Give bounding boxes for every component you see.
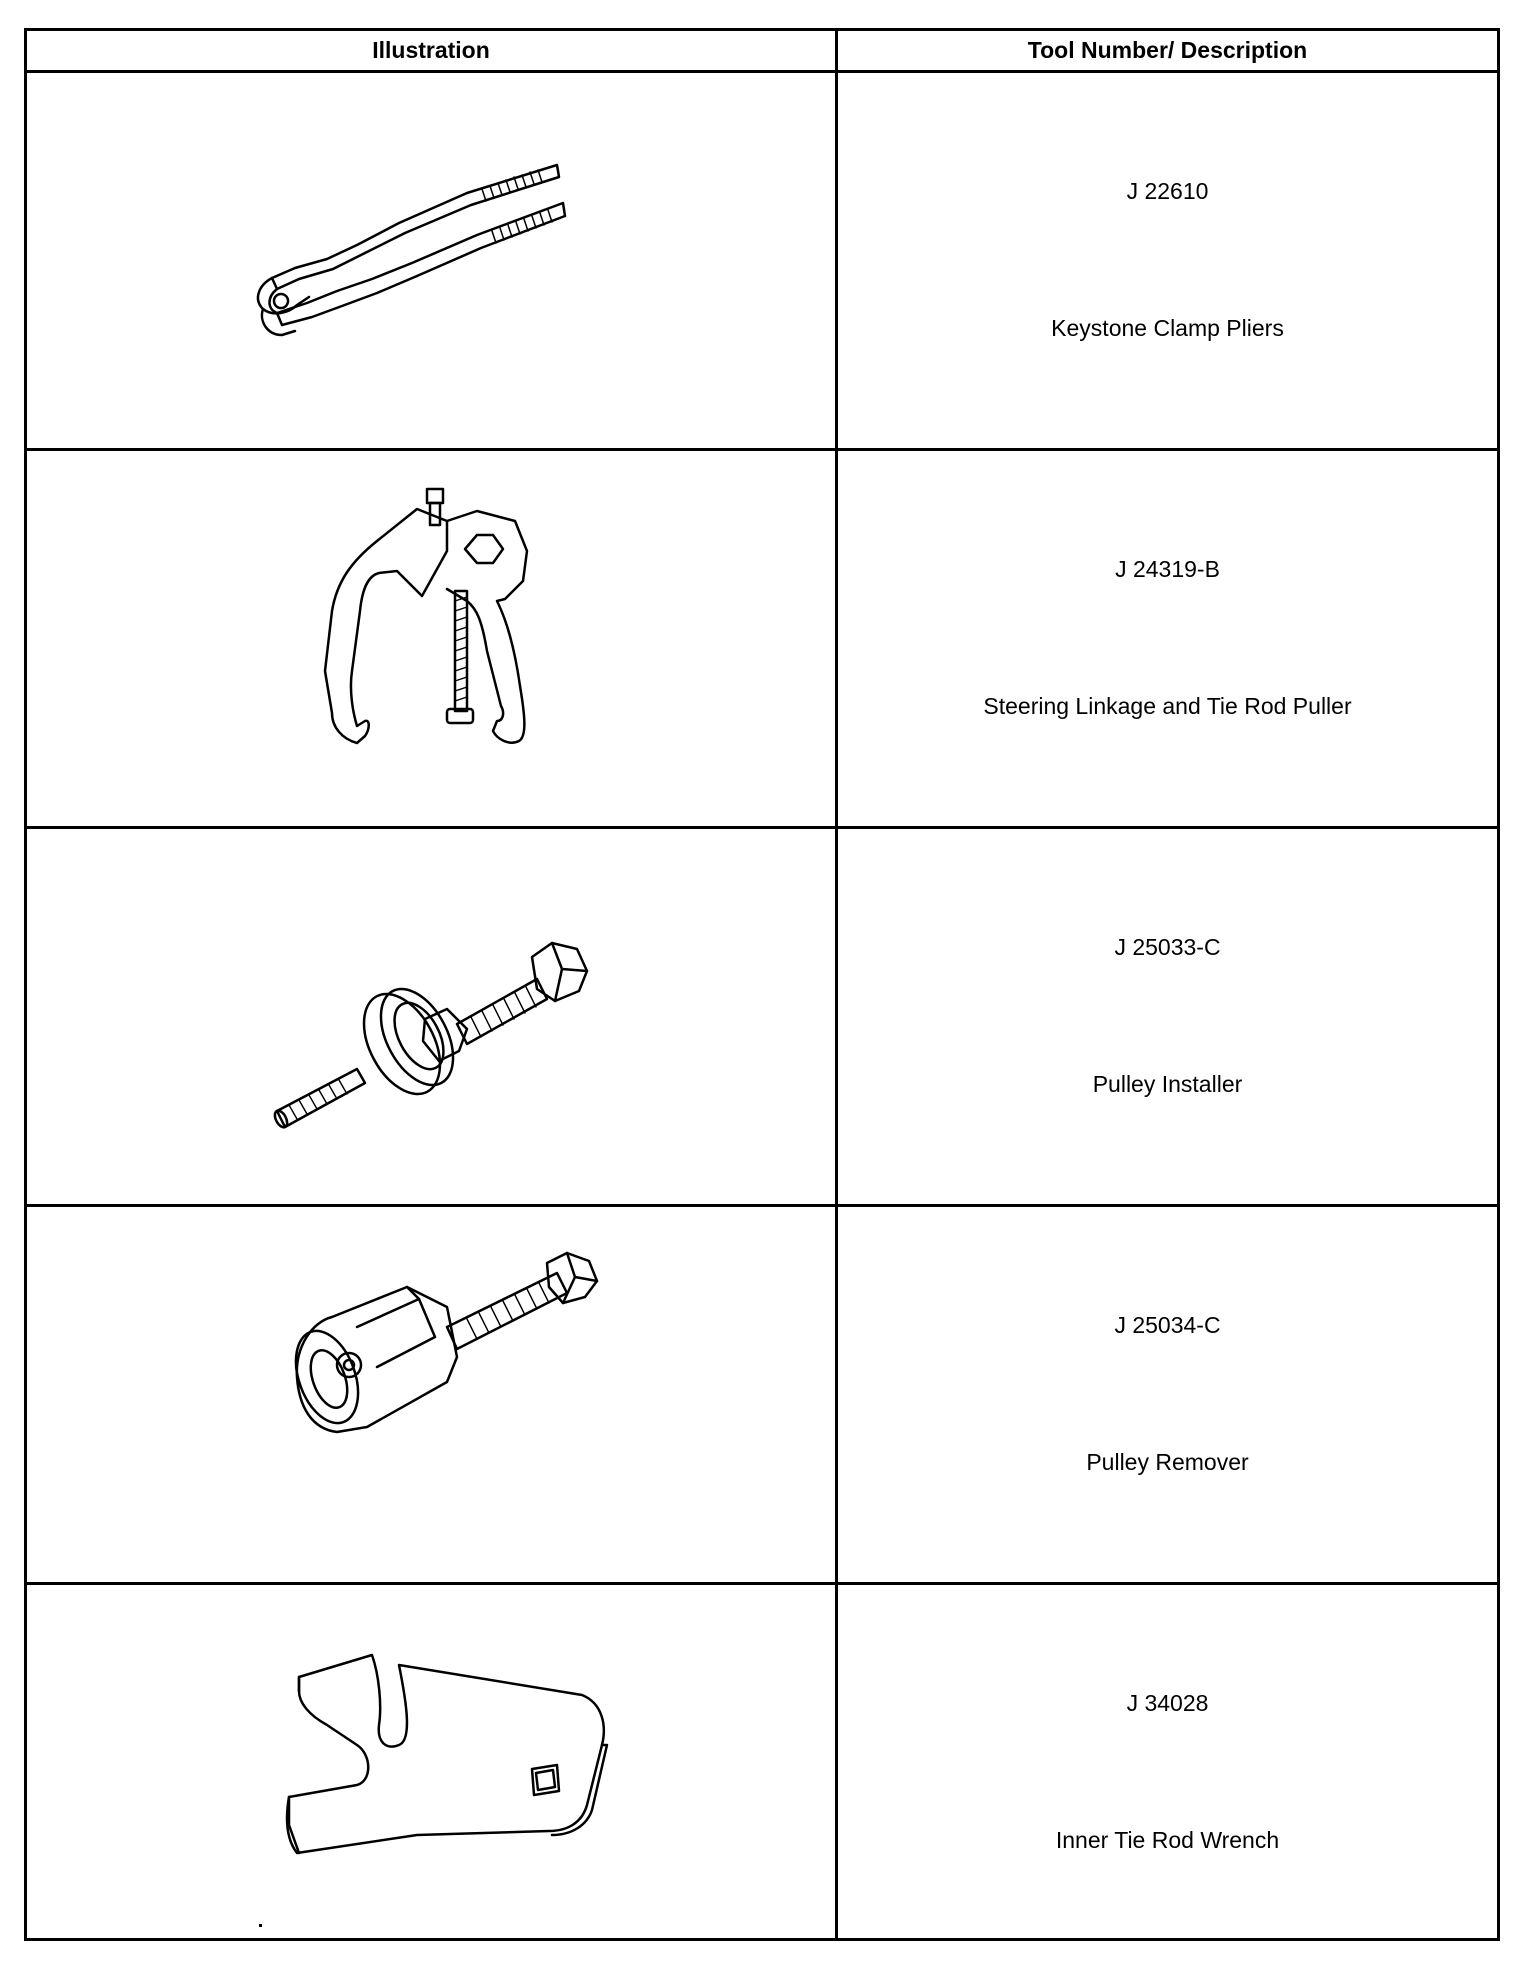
table-row bbox=[27, 1585, 1497, 1963]
pulley-installer-icon bbox=[27, 829, 835, 1204]
tool-table bbox=[24, 28, 1500, 1941]
table-row bbox=[27, 829, 1497, 1207]
tool-number: J 34028 bbox=[1126, 1690, 1209, 1716]
tool-name: Inner Tie Rod Wrench bbox=[1055, 1827, 1280, 1853]
pulley-remover-icon bbox=[27, 1207, 835, 1582]
tool-name: Pulley Installer bbox=[1092, 1071, 1243, 1097]
stray-mark bbox=[259, 1924, 262, 1927]
puller-icon bbox=[27, 451, 835, 826]
tool-name: Keystone Clamp Pliers bbox=[1051, 315, 1284, 341]
tool-name: Steering Linkage and Tie Rod Puller bbox=[983, 693, 1352, 719]
wrench-icon bbox=[27, 1585, 835, 1960]
table-row bbox=[27, 451, 1497, 829]
table-row bbox=[27, 1207, 1497, 1585]
tool-name: Pulley Remover bbox=[1086, 1449, 1249, 1475]
tool-number: J 25033-C bbox=[1114, 934, 1221, 960]
tool-number: J 25034-C bbox=[1114, 1312, 1221, 1338]
table-header bbox=[27, 31, 1497, 73]
header-illustration: Illustration bbox=[372, 37, 490, 63]
tool-number: J 22610 bbox=[1126, 178, 1209, 204]
table-row bbox=[27, 73, 1497, 451]
header-description: Tool Number/ Description bbox=[1027, 37, 1308, 63]
pliers-icon bbox=[27, 73, 835, 448]
tool-number: J 24319-B bbox=[1115, 556, 1220, 582]
